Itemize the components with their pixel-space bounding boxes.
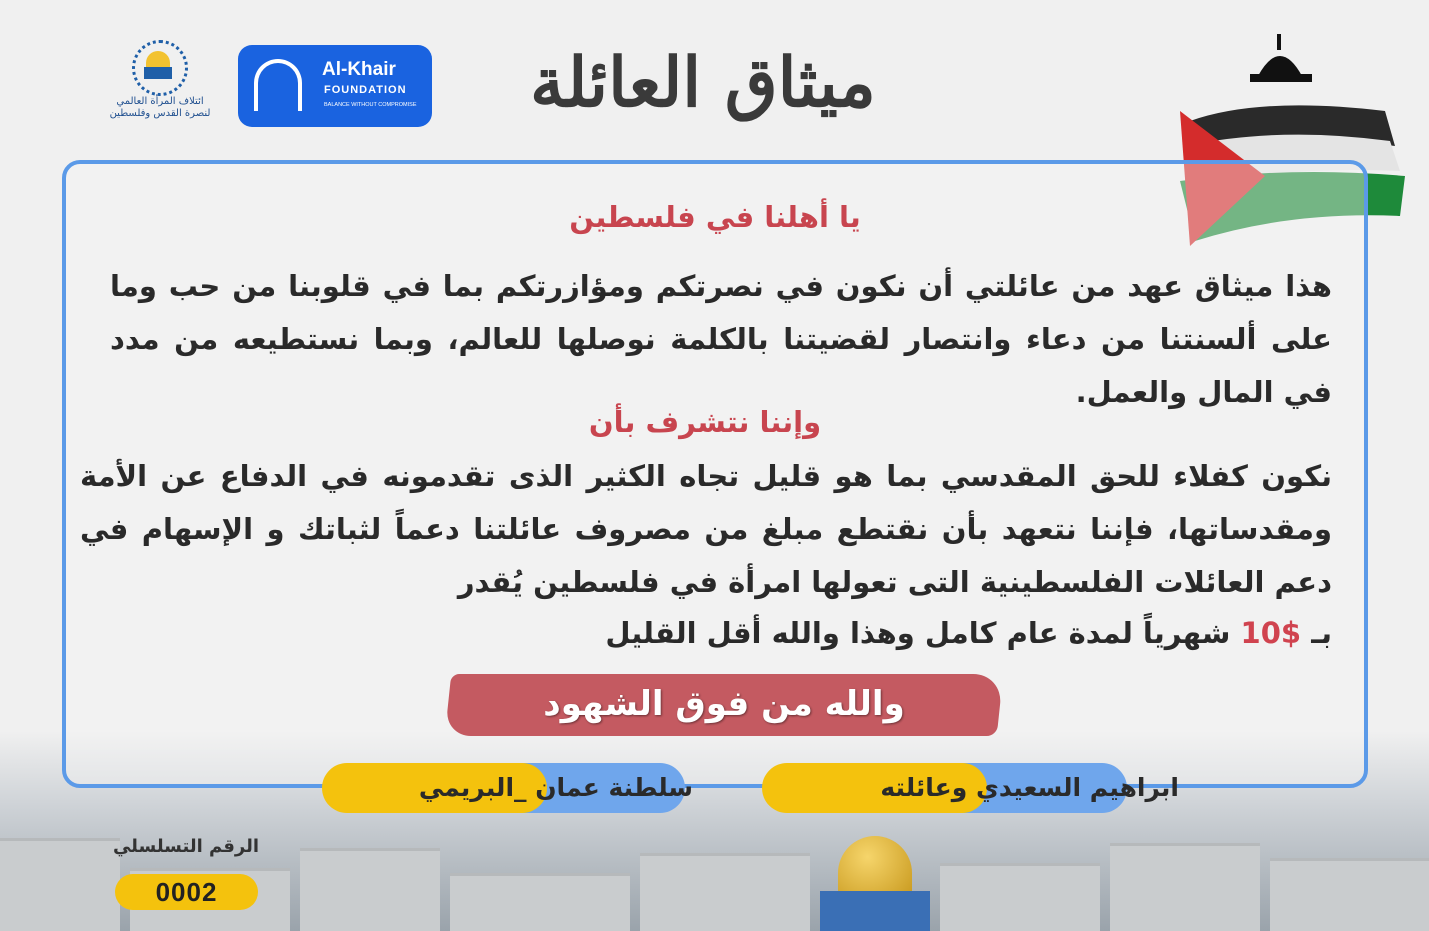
dome-of-the-rock-image — [820, 836, 930, 931]
khair-name: Al-Khair — [322, 59, 396, 80]
charter-paragraph-2: نكون كفلاء للحق المقدسي بما هو قليل تجاه الكثير الذى تقدمونه في الدفاع عن الأمة ومقدساتها، فإننا نتعهد بأن نقتطع مبلغ من مصروف عائلتنا دعماً لثباتك و الإسهام في دعم العائلات الفلسطينية التى تعولها امرأة في فلسطين يُقدر — [80, 459, 1332, 599]
greeting-heading: يا أهلنا في فلسطين — [569, 200, 861, 234]
amount-prefix: بـ — [1311, 616, 1332, 650]
amount-suffix: شهرياً لمدة عام كامل وهذا والله أقل القليل — [605, 616, 1231, 650]
arch-icon — [254, 59, 302, 111]
family-name-value: ابراهيم السعيدي وعائلته — [880, 773, 1179, 802]
charter-paragraph-1: هذا ميثاق عهد من عائلتي أن نكون في نصرتكم ومؤازرتكم بما في قلوبنا من حب وما على ألسنتنا من دعاء وانتصار لقضيتنا بالكلمة نوصلها للعالم، وبما نستطيعه من مدد في المال والعمل. — [110, 269, 1332, 409]
honor-heading: وإننا نتشرف بأن — [588, 405, 822, 439]
pledge-amount: 10$ — [1240, 616, 1302, 650]
khair-subtitle: FOUNDATION — [324, 84, 407, 96]
coalition-name-line1: ائتلاف المرأة العالمي — [116, 96, 204, 107]
al-khair-foundation-logo — [238, 45, 432, 127]
witness-banner-text: والله من فوق الشهود — [543, 684, 905, 724]
serial-number-label: الرقم التسلسلي — [112, 836, 260, 857]
family-name-field — [762, 763, 1179, 813]
pledge-amount-line — [560, 607, 1332, 660]
khair-tagline: BALANCE WITHOUT COMPROMISE — [324, 102, 417, 108]
coalition-name-line2: لنصرة القدس وفلسطين — [109, 108, 211, 119]
location-value: سلطنة عمان _البريمي — [418, 773, 693, 802]
location-field — [322, 763, 693, 813]
womens-coalition-logo — [104, 40, 216, 132]
charter-title-logo: ميثاق العائلة — [530, 43, 876, 123]
mosque-emblem-icon — [132, 40, 188, 96]
serial-number-value: 0002 — [115, 874, 258, 910]
